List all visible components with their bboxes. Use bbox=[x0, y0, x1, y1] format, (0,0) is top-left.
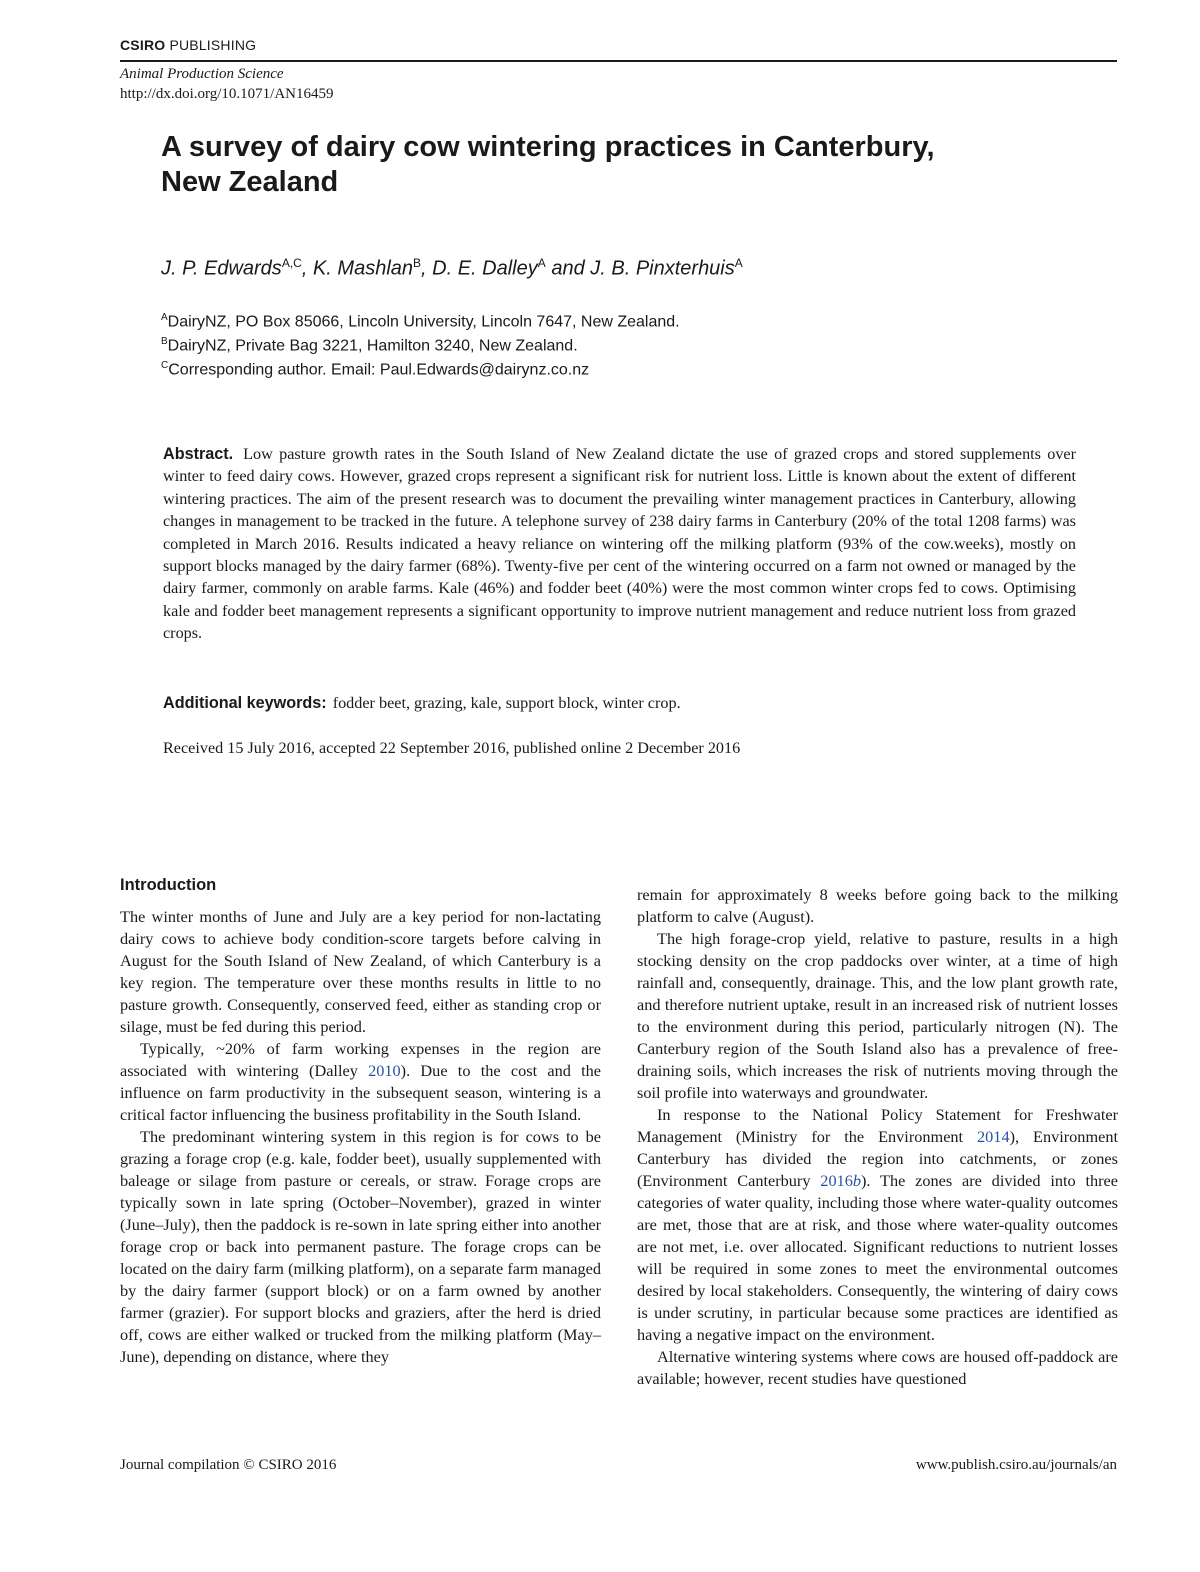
author-list bbox=[161, 256, 743, 281]
paragraph: The high forage-crop yield, relative to pasture, results in a high stocking density on the crop paddocks over winter, at a time of high rainfall and, consequently, drainage. This, and the low plant growth rate, and therefore nutrient uptake, result in an increased risk of nutrient losses to the environment during this period, particularly nitrogen (N). The Canterbury region of the South Island also has a prevalence of free-draining soils, which increases the risk of nutrients moving through the soil profile into waterways and groundwater. bbox=[637, 929, 1118, 1102]
paragraph: The predominant wintering system in this region is for cows to be grazing a forage crop (e.g. kale, fodder beet), usually supplemented with baleage or silage from pasture or cereals, or straw. Forage crops are typically sown in late spring (October–November), grazed in winter (June–July), then the paddock is re-sown in late spring either into another forage crop or back into permanent pasture. The forage crops can be located on the dairy farm (milking platform), on a separate farm managed by the dairy farmer (support block) or on a farm owned by another farmer (grazier). For support blocks and graziers, after the herd is dried off, cows are either walked or trucked from the milking platform (May–June), depending on distance, where they bbox=[120, 1127, 601, 1366]
paragraph-text: ). Due to the cost and the influence on farm productivity in the subsequent season, wintering is a critical factor influencing the business profitability in the South Island. bbox=[120, 1061, 602, 1124]
affiliation-text: DairyNZ, PO Box 85066, Lincoln University, Lincoln 7647, New Zealand. bbox=[167, 313, 680, 331]
doi-link[interactable]: http://dx.doi.org/10.1071/AN16459 bbox=[120, 86, 334, 102]
paragraph: Alternative wintering systems where cows are housed off-paddock are available; however, recent studies have questioned bbox=[637, 1347, 1118, 1388]
paragraph-text: ), Environment Canterbury has divided the region into catchments, or zones (Environment Canterbury bbox=[637, 1127, 1119, 1190]
affiliation-mark: A bbox=[161, 312, 168, 323]
affiliation-text: DairyNZ, Private Bag 3221, Hamilton 3240, New Zealand. bbox=[167, 337, 578, 355]
journal-name: Animal Production Science bbox=[120, 66, 284, 82]
author-name: J. B. Pinxterhuis bbox=[590, 257, 735, 280]
abstract bbox=[163, 443, 1076, 645]
corresponding-author bbox=[161, 360, 589, 379]
received-dates: Received 15 July 2016, accepted 22 September 2016, published online 2 December 2016 bbox=[163, 739, 741, 757]
author-affiliation-mark: A bbox=[734, 256, 743, 270]
abstract-label: Abstract. bbox=[163, 445, 234, 463]
keywords-label: Additional keywords: bbox=[163, 694, 327, 712]
abstract-text: Low pasture growth rates in the South Island of New Zealand dictate the use of grazed crops and stored supplements over winter to feed dairy cows. However, grazed crops represent a significant risk for nutrient loss. Little is known about the extent of different wintering practices. The aim of the present research was to document the prevailing winter management practices in Canterbury, allowing changes in management to be tracked in the future. A telephone survey of 238 dairy farms in Canterbury (20% of the total 1208 farms) was completed in March 2016. Results indicated a heavy reliance on wintering off the milking platform (93% of the cow.weeks), mostly on support blocks managed by the dairy farmer (68%). Twenty-five per cent of the wintering occurred on a farm not owned or managed by the dairy farmer, commonly on arable farms. Kale (46%) and fodder beet (40%) were the most common winter crops fed to cows. Optimising kale and fodder beet management represents a significant opportunity to improve nutrient management and reduce nutrient loss from grazed crops. bbox=[163, 445, 1076, 643]
author-separator: , bbox=[421, 257, 433, 280]
author-name: J. P. Edwards bbox=[161, 257, 282, 280]
author-affiliation-mark: A,C bbox=[281, 256, 302, 270]
citation-suffix: b bbox=[852, 1171, 861, 1190]
publisher-name bbox=[120, 37, 256, 53]
paragraph: The winter months of June and July are a key period for non-lactating dairy cows to achieve body condition-score targets before calving in August for the South Island of New Zealand, of which Canterbury is a key region. The temperature over these months results in little to no pasture growth. Consequently, conserved feed, either as standing crop or silage, must be fed during this period. bbox=[120, 907, 601, 1036]
publisher-name-bold: CSIRO bbox=[120, 37, 166, 53]
paragraph: remain for approximately 8 weeks before going back to the milking platform to calve (August). bbox=[637, 885, 1118, 926]
body-column-right bbox=[637, 884, 1118, 1390]
citation-link[interactable]: 2010 bbox=[368, 1061, 401, 1080]
paragraph-text: ). The zones are divided into three categories of water quality, including those where water-quality outcomes are met, those that are at risk, and those where water-quality outcomes are not met, i.e. over allocated. Significant reductions to nutrient losses will be required in some zones to meet the environmental outcomes desired by local stakeholders. Consequently, the wintering of dairy cows is under scrutiny, in particular because some practices are identified as having a negative impact on the environment. bbox=[637, 1171, 1119, 1344]
affiliation-a bbox=[161, 312, 680, 331]
paragraph-text: In response to the National Policy Statement for Freshwater Management (Ministry for the Environment bbox=[637, 1105, 1118, 1146]
header-rule bbox=[120, 60, 1117, 62]
author-separator: , bbox=[301, 257, 313, 280]
paragraph bbox=[637, 1104, 1118, 1346]
paragraph bbox=[120, 1038, 601, 1126]
footer-copyright: Journal compilation © CSIRO 2016 bbox=[120, 1457, 337, 1473]
affiliation-mark: B bbox=[161, 336, 168, 347]
citation-link[interactable]: 2014 bbox=[977, 1127, 1010, 1146]
section-heading-introduction: Introduction bbox=[120, 876, 217, 894]
citation-link[interactable] bbox=[820, 1171, 861, 1190]
author-name: K. Mashlan bbox=[312, 257, 414, 280]
affiliation-b bbox=[161, 336, 578, 355]
keywords-text: fodder beet, grazing, kale, support block, winter crop. bbox=[332, 694, 681, 712]
paragraph-text: Typically, ~20% of farm working expenses in the region are associated with wintering (Dalley bbox=[120, 1039, 601, 1080]
footer-journal-url[interactable]: www.publish.csiro.au/journals/an bbox=[915, 1457, 1117, 1473]
author-name: D. E. Dalley bbox=[432, 257, 538, 280]
article-title: A survey of dairy cow wintering practices in Canterbury, New Zealand bbox=[161, 131, 935, 198]
corresponding-author-email[interactable]: Corresponding author. Email: Paul.Edwards@dairynz.co.nz bbox=[168, 361, 590, 379]
affiliation-mark: C bbox=[161, 360, 169, 371]
publisher-name-rest: PUBLISHING bbox=[169, 37, 257, 53]
author-affiliation-mark: A bbox=[537, 256, 546, 270]
citation-year: 2016 bbox=[820, 1171, 853, 1190]
keywords bbox=[163, 694, 1076, 713]
body-column-left bbox=[120, 906, 601, 1368]
author-affiliation-mark: B bbox=[413, 256, 422, 270]
author-separator: and bbox=[545, 257, 591, 280]
